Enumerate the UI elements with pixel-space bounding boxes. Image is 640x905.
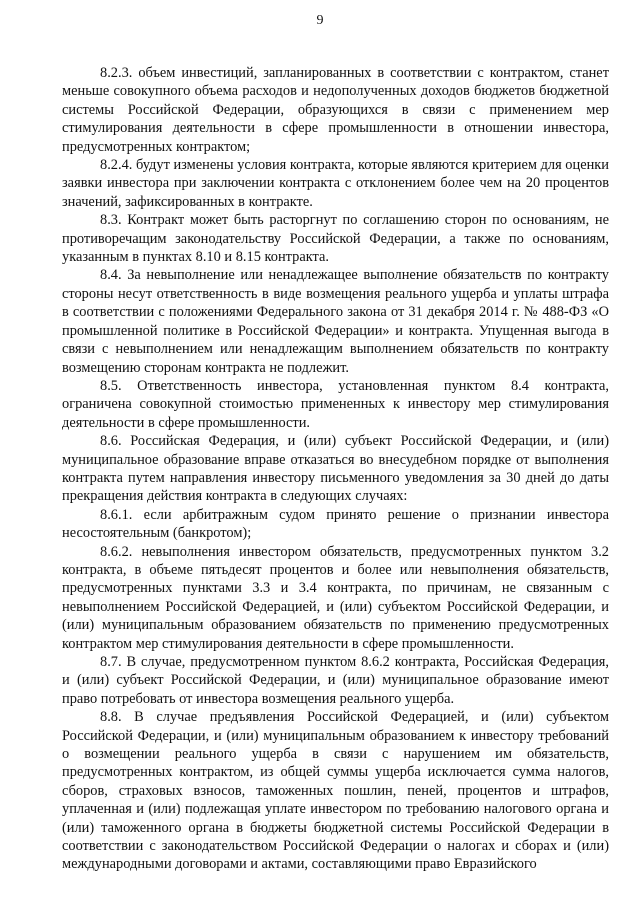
paragraph-8-6: 8.6. Российская Федерация, и (или) субъект Российской Федерации, и (или) муниципальное образование вправе отказаться во внесудебном порядке от выполнения контракта путем направления инвестору письменного уведомления за 30 дней до даты прекращения действия контракта в следующих случаях: [62, 433, 609, 505]
paragraph-8-2-4: 8.2.4. будут изменены условия контракта, которые являются критерием для оценки заявки инвестора при заключении контракта с отклонением более чем на 20 процентов значений, зафиксированных в контракте. [62, 157, 609, 210]
paragraph-8-8: 8.8. В случае предъявления Российской Федерацией, и (или) субъектом Российской Федерации, и (или) муниципальным образованием к инвестору требований о возмещении реального ущерба в связи с нарушением им обязательств, предусмотренных контрактом, из общей суммы ущерба исключается сумма налогов, сборов, страховых взносов, таможенных пошлин, пеней, процентов и штрафов, уплаченная и (или) подлежащая уплате инвестором по требованию налогового органа и (или) таможенного органа в бюджеты бюджетной системы Российской Федерации в соответствии с законодательством Российской Федерации о налогах и сборах и (или) международными договорами и актами, составляющими право Евразийского [62, 709, 609, 873]
paragraph-8-2-3: 8.2.3. объем инвестиций, запланированных в соответствии с контрактом, станет меньше совокупного объема расходов и недополученных доходов бюджетов бюджетной системы Российской Федерации, образующихся в связи с применением мер стимулирования деятельности в сфере промышленности в отношении инвестора, предусмотренных контрактом; [62, 65, 609, 155]
page-number: 9 [316, 13, 324, 28]
paragraph-8-6-1: 8.6.1. если арбитражным судом принято решение о признании инвестора несостоятельным (банкротом); [62, 506, 609, 542]
paragraph-8-5: 8.5. Ответственность инвестора, установленная пунктом 8.4 контракта, ограничена совокупной стоимостью примененных к инвестору мер стимулирования деятельности в сфере промышленности. [62, 377, 609, 431]
paragraph-8-3: 8.3. Контракт может быть расторгнут по соглашению сторон по основаниям, не противоречащим законодательству Российской Федерации, а также по основаниям, указанным в пунктах 8.10 и 8.15 контракта. [62, 212, 609, 266]
paragraph-8-6-2: 8.6.2. невыполнения инвестором обязательств, предусмотренных пунктом 3.2 контракта, в объеме пятьдесят процентов и более или невыполнения обязательств, предусмотренных пунктами 3.3 и 3.4 контракта, по причинам, не связанным с невыполнением Российской Федерацией, и (или) субъектом Российской Федерации, и (или) муниципальным образованием обязательств по применению предусмотренных контрактом мер стимулирования деятельности в сфере промышленности. [62, 543, 609, 652]
paragraph-8-4: 8.4. За невыполнение или ненадлежащее выполнение обязательств по контракту стороны несут ответственность в виде возмещения реального ущерба и уплаты штрафа в соответствии с положениями Федерального закона от 31 декабря 2014 г. № 488-ФЗ «О промышленной политике в Российской Федерации» и контракта. Упущенная выгода в связи с невыполнением или ненадлежащим выполнением обязательств по контракту возмещению сторонам контракта не подлежит. [62, 267, 609, 376]
paragraph-8-7: 8.7. В случае, предусмотренном пунктом 8.6.2 контракта, Российская Федерация, и (или) субъект Российской Федерации, и (или) муниципальное образование имеют право потребовать от инвестора возмещения реального ущерба. [62, 654, 609, 707]
document-body [62, 64, 609, 874]
